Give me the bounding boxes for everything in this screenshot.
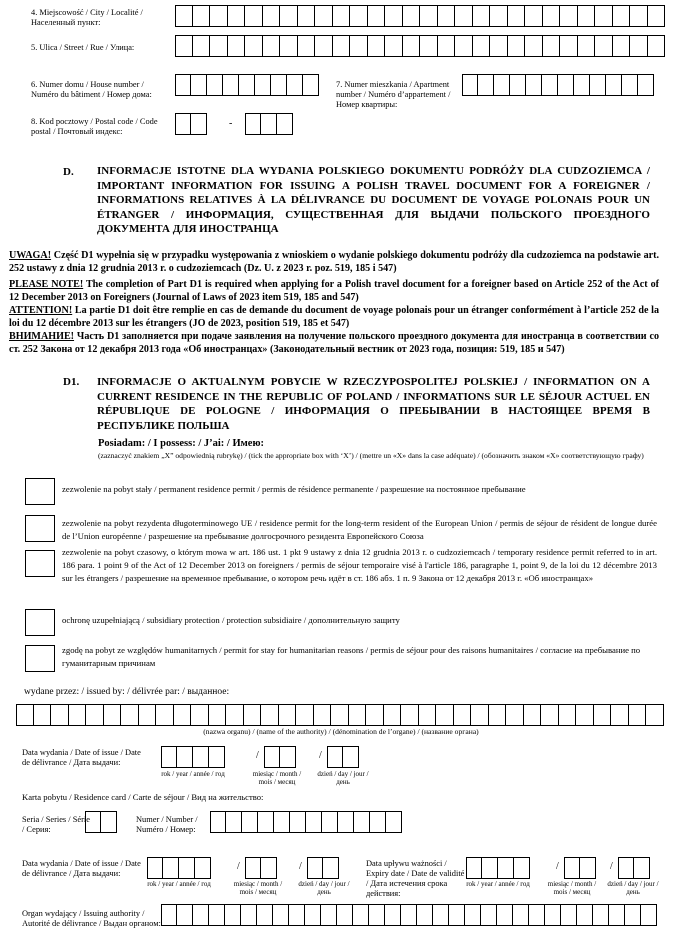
char-cell[interactable] [261, 113, 277, 135]
char-cell[interactable] [223, 74, 239, 96]
char-cell[interactable] [228, 35, 246, 57]
char-cell[interactable] [210, 35, 228, 57]
char-cell[interactable] [478, 74, 494, 96]
postal-code-part2[interactable] [245, 113, 293, 135]
char-cell[interactable] [630, 35, 648, 57]
char-cell[interactable] [34, 704, 52, 726]
series-label: Seria / Series / Série / Серия: [22, 815, 90, 834]
char-cell[interactable] [331, 704, 349, 726]
char-cell[interactable] [370, 811, 386, 833]
char-cell[interactable] [558, 74, 574, 96]
char-cell[interactable] [296, 704, 314, 726]
char-cell[interactable] [513, 904, 529, 926]
char-cell[interactable] [622, 74, 638, 96]
char-cell[interactable] [16, 704, 34, 726]
char-cell[interactable] [609, 904, 625, 926]
issue-date-slash-2: / [319, 750, 322, 761]
char-cell[interactable] [239, 74, 255, 96]
issue-day-field[interactable] [327, 746, 359, 768]
char-cell[interactable] [338, 811, 354, 833]
char-cell[interactable] [560, 35, 578, 57]
card-issue-year-field[interactable] [147, 857, 211, 879]
char-cell[interactable] [401, 904, 417, 926]
char-cell[interactable] [193, 5, 211, 27]
char-cell[interactable] [271, 74, 287, 96]
issued-by-label: wydane przez: / issued by: / délivrée par: / выданное: [24, 687, 230, 697]
checkbox-permanent-residence[interactable] [25, 478, 55, 505]
char-cell[interactable] [595, 5, 613, 27]
char-cell[interactable] [438, 35, 456, 57]
issue-date-label: Data wydania / Date of issue / Date de délivrance / Дата выдачи: [22, 748, 141, 767]
char-cell[interactable] [333, 35, 351, 57]
char-cell[interactable] [193, 35, 211, 57]
section-d1-letter: D1. [63, 376, 80, 388]
char-cell[interactable] [263, 35, 281, 57]
char-cell[interactable] [576, 704, 594, 726]
char-cell[interactable] [386, 811, 402, 833]
series-field[interactable] [85, 811, 117, 833]
char-cell[interactable] [433, 904, 449, 926]
char-cell[interactable] [471, 704, 489, 726]
char-cell[interactable] [564, 857, 580, 879]
residence-card-label: Karta pobytu / Residence card / Carte de séjour / Вид на жительство: [22, 792, 264, 802]
char-cell[interactable] [210, 5, 228, 27]
char-cell[interactable] [69, 704, 87, 726]
char-cell[interactable] [315, 5, 333, 27]
checkbox-humanitarian-stay[interactable] [25, 645, 55, 672]
char-cell[interactable] [542, 74, 558, 96]
card-issue-slash-2: / [299, 861, 302, 872]
char-cell[interactable] [455, 35, 473, 57]
char-cell[interactable] [436, 704, 454, 726]
char-cell[interactable] [327, 746, 343, 768]
char-cell[interactable] [274, 811, 290, 833]
char-cell[interactable] [245, 35, 263, 57]
char-cell[interactable] [193, 746, 209, 768]
char-cell[interactable] [209, 904, 225, 926]
char-cell[interactable] [179, 857, 195, 879]
char-cell[interactable] [524, 704, 542, 726]
section-d1-title: INFORMACJE O AKTUALNYM POBYCIE W RZECZYPOSPOLITEJ POLSKIEJ / INFORMATION ON A CURRENT RESIDENCE IN THE REPUBLIC OF POLAND / INFORMATIONS SUR LE SÉJOUR ACTUEL EN RÉPUBLIQUE DE POLOGNE / ИНФОРМАЦИЯ О ПРЕБЫВАНИИ В НАСТОЯЩЕЕ ВРЕМЯ В РЕСПУБЛИКЕ ПОЛЬША [97, 376, 650, 432]
char-cell[interactable] [51, 704, 69, 726]
card-authority-field[interactable] [161, 904, 657, 926]
char-cell[interactable] [366, 704, 384, 726]
char-cell[interactable] [280, 746, 296, 768]
char-cell[interactable] [648, 35, 666, 57]
char-cell[interactable] [322, 811, 338, 833]
char-cell[interactable] [298, 35, 316, 57]
char-cell[interactable] [280, 35, 298, 57]
char-cell[interactable] [195, 857, 211, 879]
char-cell[interactable] [323, 857, 339, 879]
char-cell[interactable] [289, 904, 305, 926]
char-cell[interactable] [156, 704, 174, 726]
card-issue-month-field[interactable] [245, 857, 277, 879]
char-cell[interactable] [277, 113, 293, 135]
issue-year-field[interactable] [161, 746, 225, 768]
card-number-field[interactable] [210, 811, 402, 833]
char-cell[interactable] [349, 704, 367, 726]
issue-day-caption: dzień / day / jour / день [317, 770, 369, 786]
card-issue-day-field[interactable] [307, 857, 339, 879]
char-cell[interactable] [321, 904, 337, 926]
char-cell[interactable] [307, 857, 323, 879]
char-cell[interactable] [174, 704, 192, 726]
notice-pl: UWAGA! Część D1 wypełnia się w przypadku występowania z wnioskiem o wydanie polskiego dokumentu podróży dla cudzoziemca na podstawie art. 252 ustawy z dnia 12 grudnia 2013 r. o cudzoziemcach (Dz. U. z 2023 r. poz. 519, 185 i 547) [9, 250, 659, 274]
char-cell[interactable] [258, 811, 274, 833]
char-cell[interactable] [593, 904, 609, 926]
char-cell[interactable] [290, 811, 306, 833]
char-cell[interactable] [244, 704, 262, 726]
char-cell[interactable] [121, 704, 139, 726]
char-cell[interactable] [261, 857, 277, 879]
char-cell[interactable] [510, 74, 526, 96]
char-cell[interactable] [177, 746, 193, 768]
char-cell[interactable] [455, 5, 473, 27]
char-cell[interactable] [594, 704, 612, 726]
char-cell[interactable] [228, 5, 246, 27]
char-cell[interactable] [506, 704, 524, 726]
section-d-letter: D. [63, 166, 74, 178]
char-cell[interactable] [541, 704, 559, 726]
char-cell[interactable] [630, 5, 648, 27]
char-cell[interactable] [241, 904, 257, 926]
char-cell[interactable] [403, 35, 421, 57]
char-cell[interactable] [574, 74, 590, 96]
char-cell[interactable] [337, 904, 353, 926]
char-cell[interactable] [595, 35, 613, 57]
char-cell[interactable] [497, 904, 513, 926]
street-label: 5. Ulica / Street / Rue / Улица: [31, 43, 135, 52]
char-cell[interactable] [209, 704, 227, 726]
char-cell[interactable] [242, 811, 258, 833]
issue-month-caption: miesiąc / month / mois / месяц [252, 770, 302, 786]
char-cell[interactable] [86, 704, 104, 726]
apartment-number-field[interactable] [462, 74, 654, 96]
char-cell[interactable] [525, 5, 543, 27]
char-cell[interactable] [438, 5, 456, 27]
char-cell[interactable] [343, 746, 359, 768]
char-cell[interactable] [514, 857, 530, 879]
char-cell[interactable] [578, 35, 596, 57]
expiry-month-caption: miesiąc / month / mois / месяц [547, 880, 597, 896]
char-cell[interactable] [226, 811, 242, 833]
apartment-number-label: 7. Numer mieszkania / Apartment number / Numéro d’appartement / Номер квартиры: [336, 80, 451, 109]
issue-date-slash-1: / [256, 750, 259, 761]
tick-instruction: (zaznaczyć znakiem „X” odpowiednią rubrykę) / (tick the appropriate box with ‘X’) / (mettre un «X» dans la case adéquate) / (обозначить знаком «X» соответствующую графу) [98, 451, 644, 460]
char-cell[interactable] [368, 5, 386, 27]
char-cell[interactable] [641, 904, 657, 926]
expiry-date-label: Data upływu ważności / Expiry date / Date de validité / Дата истечения срока действия: [366, 859, 465, 898]
card-authority-label: Organ wydający / Issuing authority / Autorité de délivrance / Выдан органом: [22, 909, 161, 928]
char-cell[interactable] [401, 704, 419, 726]
char-cell[interactable] [263, 5, 281, 27]
char-cell[interactable] [333, 5, 351, 27]
char-cell[interactable] [369, 904, 385, 926]
char-cell[interactable] [298, 5, 316, 27]
char-cell[interactable] [191, 704, 209, 726]
notice-en: PLEASE NOTE! The completion of Part D1 is required when applying for a Polish travel document for a foreigner based on Article 252 of the Act of 12 December 2013 on Foreigners (Journal of Laws of 2023 item 519, 185 and 547) [9, 279, 659, 303]
char-cell[interactable] [261, 704, 279, 726]
char-cell[interactable] [175, 5, 193, 27]
char-cell[interactable] [273, 904, 289, 926]
char-cell[interactable] [175, 113, 191, 135]
option-long-term-eu-resident: zezwolenie na pobyt rezydenta długoterminowego UE / residence permit for the long-term resident of the European Union / permis de séjour de résident de longue durée de l’Union européenne / разрешение на пребывание долгосрочного резидента Европейского Союза [62, 518, 657, 541]
char-cell[interactable] [543, 35, 561, 57]
char-cell[interactable] [466, 857, 482, 879]
street-field[interactable] [175, 35, 665, 57]
char-cell[interactable] [163, 857, 179, 879]
char-cell[interactable] [85, 811, 101, 833]
char-cell[interactable] [494, 74, 510, 96]
char-cell[interactable] [590, 74, 606, 96]
char-cell[interactable] [482, 857, 498, 879]
city-field[interactable] [175, 5, 665, 27]
char-cell[interactable] [193, 904, 209, 926]
char-cell[interactable] [245, 5, 263, 27]
char-cell[interactable] [287, 74, 303, 96]
house-number-label: 6. Numer domu / House number / Numéro du bâtiment / Номер дома: [31, 80, 152, 99]
char-cell[interactable] [646, 704, 664, 726]
char-cell[interactable] [385, 5, 403, 27]
card-issue-month-caption: miesiąc / month / mois / месяц [233, 880, 283, 896]
card-number-label: Numer / Number / Numéro / Номер: [136, 815, 198, 834]
char-cell[interactable] [420, 5, 438, 27]
char-cell[interactable] [403, 5, 421, 27]
option-permanent-residence: zezwolenie na pobyt stały / permanent residence permit / permis de résidence permanente / разрешение на постоянное пребывание [62, 484, 526, 494]
char-cell[interactable] [175, 74, 191, 96]
char-cell[interactable] [606, 74, 622, 96]
char-cell[interactable] [420, 35, 438, 57]
char-cell[interactable] [354, 811, 370, 833]
char-cell[interactable] [525, 35, 543, 57]
card-issue-slash-1: / [237, 861, 240, 872]
char-cell[interactable] [209, 746, 225, 768]
char-cell[interactable] [139, 704, 157, 726]
city-label: 4. Miejscowość / City / Localité / Населенный пункт: [31, 8, 143, 27]
checkbox-subsidiary-protection[interactable] [25, 609, 55, 636]
char-cell[interactable] [449, 904, 465, 926]
expiry-month-field[interactable] [564, 857, 596, 879]
option-temporary-residence: zezwolenie na pobyt czasowy, o którym mowa w art. 186 ust. 1 pkt 9 ustawy z dnia 12 grudnia 2013 r. o cudzoziemcach / temporary residence permit referred to in art. 186 para. 1 point 9 of the Act of 12 December 2013 on foreigners / permis de séjour temporaire visé à l'article 186, paragraphe 1, point 9, de la loi du 12 décembre 2013 sur les étrangers / разрешение на временное пребывание, о котором речь идёт в ст. 186 абз. 1 п. 9 Закона от 12 декабря 2013 г. «Об иностранцах» [62, 547, 657, 583]
char-cell[interactable] [104, 704, 122, 726]
postal-code-label: 8. Kod pocztowy / Postal code / Code postal / Почтовый индекс: [31, 117, 158, 136]
option-subsidiary-protection: ochronę uzupełniającą / subsidiary protection / protection subsidiaire / дополнительную защиту [62, 615, 400, 625]
char-cell[interactable] [419, 704, 437, 726]
char-cell[interactable] [225, 904, 241, 926]
char-cell[interactable] [577, 904, 593, 926]
char-cell[interactable] [350, 5, 368, 27]
char-cell[interactable] [245, 857, 261, 879]
char-cell[interactable] [161, 904, 177, 926]
char-cell[interactable] [638, 74, 654, 96]
char-cell[interactable] [481, 904, 497, 926]
char-cell[interactable] [462, 74, 478, 96]
char-cell[interactable] [305, 904, 321, 926]
char-cell[interactable] [625, 904, 641, 926]
expiry-slash-1: / [556, 861, 559, 872]
postal-separator: - [229, 118, 233, 129]
card-issue-date-label: Data wydania / Date of issue / Date de délivrance / Дата выдачи: [22, 859, 141, 878]
char-cell[interactable] [465, 904, 481, 926]
card-issue-year-caption: rok / year / année / год [147, 880, 211, 888]
issue-month-field[interactable] [264, 746, 296, 768]
char-cell[interactable] [559, 704, 577, 726]
char-cell[interactable] [473, 5, 491, 27]
char-cell[interactable] [306, 811, 322, 833]
char-cell[interactable] [613, 5, 631, 27]
char-cell[interactable] [368, 35, 386, 57]
char-cell[interactable] [279, 704, 297, 726]
expiry-year-field[interactable] [466, 857, 530, 879]
char-cell[interactable] [473, 35, 491, 57]
card-issue-day-caption: dzień / day / jour / день [298, 880, 350, 896]
expiry-day-field[interactable] [618, 857, 650, 879]
char-cell[interactable] [648, 5, 666, 27]
char-cell[interactable] [578, 5, 596, 27]
char-cell[interactable] [561, 904, 577, 926]
char-cell[interactable] [613, 35, 631, 57]
postal-code-part1[interactable] [175, 113, 207, 135]
char-cell[interactable] [629, 704, 647, 726]
char-cell[interactable] [191, 113, 207, 135]
char-cell[interactable] [226, 704, 244, 726]
char-cell[interactable] [385, 35, 403, 57]
char-cell[interactable] [454, 704, 472, 726]
checkbox-long-term-eu-resident[interactable] [25, 515, 55, 542]
char-cell[interactable] [498, 857, 514, 879]
char-cell[interactable] [508, 5, 526, 27]
char-cell[interactable] [526, 74, 542, 96]
char-cell[interactable] [257, 904, 273, 926]
char-cell[interactable] [147, 857, 163, 879]
char-cell[interactable] [175, 35, 193, 57]
char-cell[interactable] [353, 904, 369, 926]
char-cell[interactable] [177, 904, 193, 926]
expiry-year-caption: rok / year / année / год [466, 880, 530, 888]
expiry-slash-2: / [610, 861, 613, 872]
char-cell[interactable] [508, 35, 526, 57]
option-humanitarian-stay: zgodę na pobyt ze względów humanitarnych / permit for stay for humanitarian reasons / permis de séjour pour des raisons humanitaires / согласие на пребывание по гуманитарным причинам [62, 645, 641, 668]
char-cell[interactable] [385, 904, 401, 926]
expiry-day-caption: dzień / day / jour / день [607, 880, 659, 896]
issue-year-caption: rok / year / année / год [161, 770, 225, 778]
char-cell[interactable] [245, 113, 261, 135]
char-cell[interactable] [529, 904, 545, 926]
char-cell[interactable] [560, 5, 578, 27]
possess-label: Posiadam: / I possess: / J’ai: / Имею: [98, 438, 264, 449]
char-cell[interactable] [490, 35, 508, 57]
char-cell[interactable] [210, 811, 226, 833]
char-cell[interactable] [264, 746, 280, 768]
char-cell[interactable] [207, 74, 223, 96]
char-cell[interactable] [634, 857, 650, 879]
char-cell[interactable] [191, 74, 207, 96]
char-cell[interactable] [611, 704, 629, 726]
char-cell[interactable] [314, 704, 332, 726]
char-cell[interactable] [315, 35, 333, 57]
notice-fr: ATTENTION! La partie D1 doit être remplie en cas de demande du document de voyage polonais pour un étranger conformément à l’article 252 de la loi du 12 décembre 2013 sur les étrangers (JO de 2023, position 519, 185 et 547) [9, 305, 659, 329]
checkbox-temporary-residence[interactable] [25, 550, 55, 577]
char-cell[interactable] [101, 811, 117, 833]
char-cell[interactable] [350, 35, 368, 57]
char-cell[interactable] [417, 904, 433, 926]
char-cell[interactable] [490, 5, 508, 27]
char-cell[interactable] [161, 746, 177, 768]
house-number-field[interactable] [175, 74, 319, 96]
authority-caption: (nazwa organu) / (name of the authority) / (dénomination de l’organe) / (название органа) [203, 727, 479, 736]
char-cell[interactable] [489, 704, 507, 726]
section-d-title: INFORMACJE ISTOTNE DLA WYDANIA POLSKIEGO DOKUMENTU PODRÓŻY DLA CUDZOZIEMCA / IMPORTANT INFORMATION FOR ISSUING A POLISH TRAVEL DOCUMENT FOR A FOREIGNER / INFORMATIONS RELATIVES À LA DÉLIVRANCE DU DOCUMENT DE VOYAGE POLONAIS POUR UN ÉTRANGER / ИНФОРМАЦИЯ, СУЩЕСТВЕННАЯ ДЛЯ ВЫДАЧИ ПОЛЬСКОГО ПРОЕЗДНОГО ДОКУМЕНТА ДЛЯ ИНОСТРАНЦА [97, 165, 650, 235]
char-cell[interactable] [618, 857, 634, 879]
issuing-authority-field[interactable] [16, 704, 664, 726]
notice-ru: ВНИМАНИЕ! Часть D1 заполняется при подаче заявления на получение польского проездного документа для иностранца в соответствии со ст. 252 Закона от 12 декабря 2013 года «Об иностранцах» (Законодательный вестник от 2023 года, позиция: 519, 185 и 547) [9, 331, 659, 355]
char-cell[interactable] [280, 5, 298, 27]
char-cell[interactable] [384, 704, 402, 726]
char-cell[interactable] [543, 5, 561, 27]
char-cell[interactable] [580, 857, 596, 879]
char-cell[interactable] [255, 74, 271, 96]
char-cell[interactable] [303, 74, 319, 96]
char-cell[interactable] [545, 904, 561, 926]
